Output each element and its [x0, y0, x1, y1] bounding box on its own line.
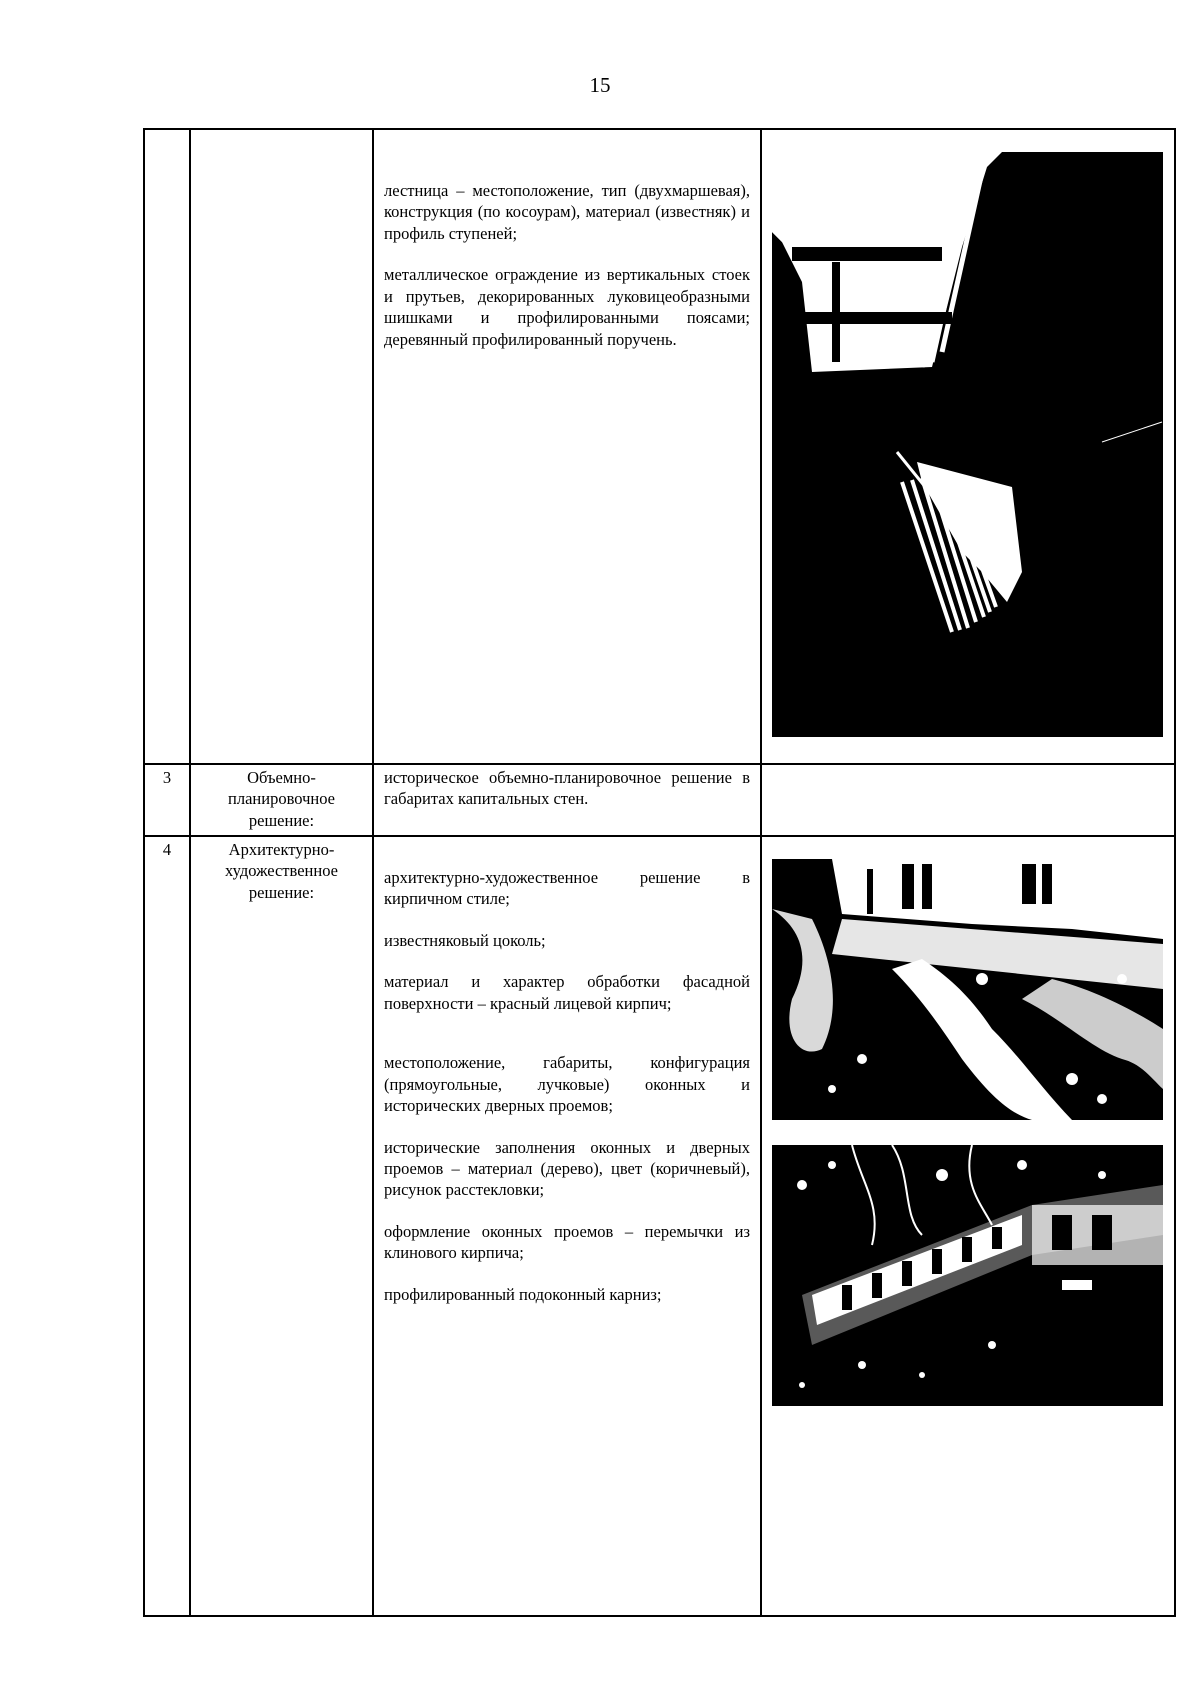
table-row	[144, 836, 1175, 1616]
list-item: материал и характер обработки фасадной поверхности – красный лицевой кирпич;	[384, 972, 750, 1013]
building-photo	[772, 1145, 1163, 1406]
list-item: металлическое ограждение из вертикальных стоек и прутьев, декорированных луковицеобразными шишками и профилированными поясами; деревянный профилированный поручень.	[384, 265, 750, 349]
description-cell	[373, 129, 761, 764]
list-item: местоположение, габариты, конфигурация (прямоугольные, лучковые) оконных и исторических дверных проемов;	[384, 1053, 750, 1116]
list-item: архитектурно-художественное решение в кирпичном стиле;	[384, 868, 750, 909]
description-cell	[373, 764, 761, 836]
list-item: лестница – местоположение, тип (двухмаршевая), конструкция (по косоурам), материал (известняк) и профиль ступеней;	[384, 181, 750, 243]
description-cell	[373, 836, 761, 1616]
list-item: историческое объемно-планировочное решение в габаритах капитальных стен.	[384, 768, 750, 809]
facade-photo	[772, 859, 1163, 1120]
row-name-cell: Объемно-планировочное решение:	[190, 764, 373, 836]
protected-features-table	[143, 128, 1176, 1617]
photo-cell	[761, 764, 1175, 836]
staircase-photo	[772, 152, 1163, 737]
row-name-cell: Архитектурно-художественное решение:	[190, 836, 373, 1616]
photo-cell	[761, 129, 1175, 764]
list-item: профилированный подоконный карниз;	[384, 1284, 662, 1304]
list-item: оформление оконных проемов – перемычки из клинового кирпича;	[384, 1221, 750, 1263]
photo-cell	[761, 836, 1175, 1616]
table-row	[144, 129, 1175, 764]
table-row	[144, 764, 1175, 836]
page-number: 15	[589, 73, 611, 97]
row-name-cell	[190, 129, 373, 764]
row-number-cell	[144, 129, 190, 764]
list-item: исторические заполнения оконных и дверных проемов – материал (дерево), цвет (коричневый), рисунок расстекловки;	[384, 1137, 750, 1200]
row-number-cell: 4	[144, 836, 190, 1616]
list-item: известняковый цоколь;	[384, 930, 546, 950]
row-number-cell: 3	[144, 764, 190, 836]
